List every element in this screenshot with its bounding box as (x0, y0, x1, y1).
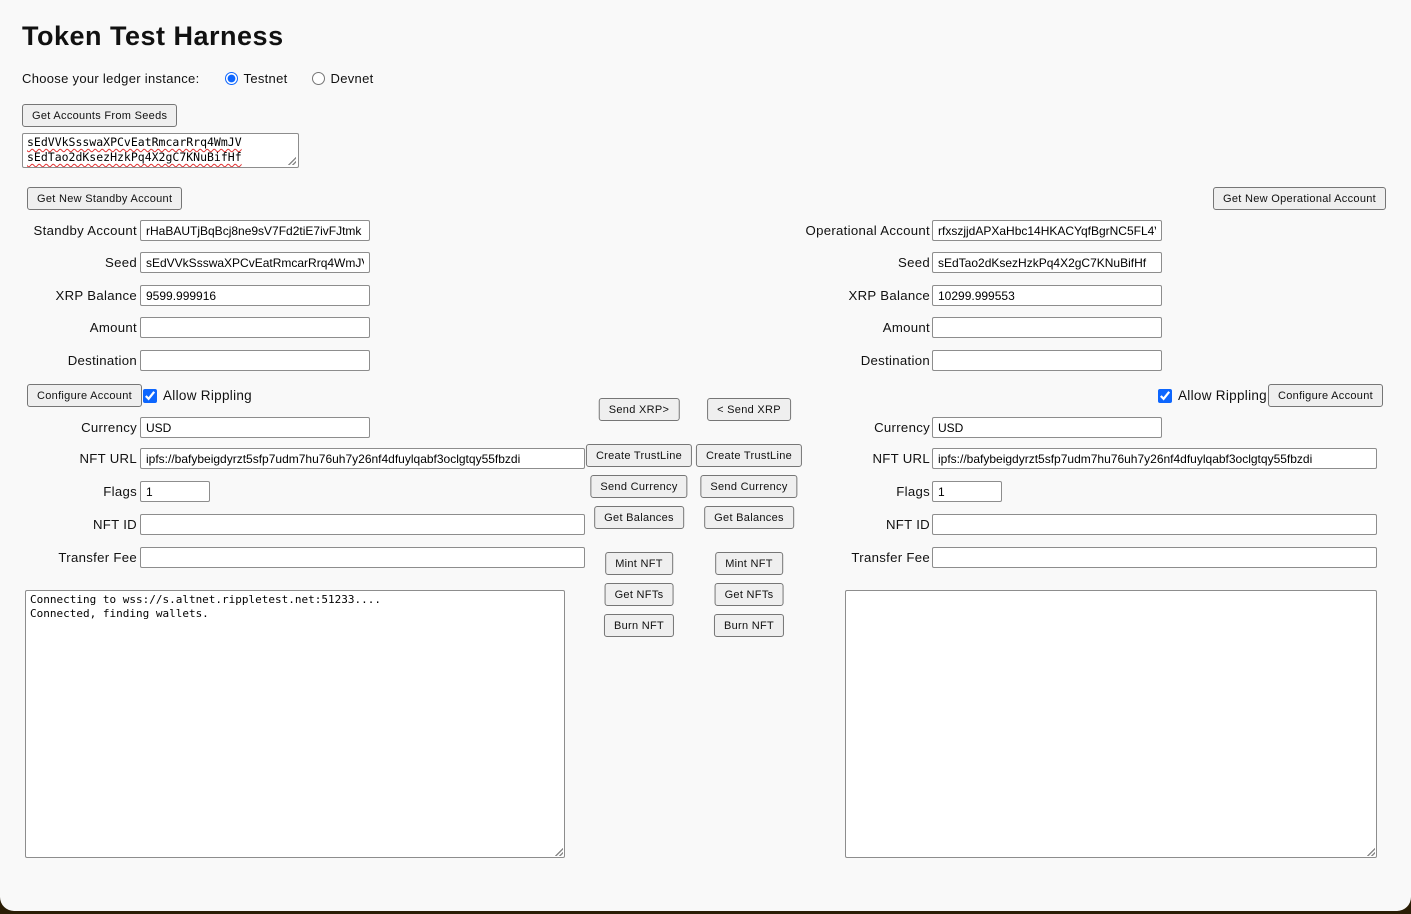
operational-currency-input[interactable] (932, 417, 1162, 438)
standby-nft-id-input[interactable] (140, 514, 585, 535)
operational-nft-id-input[interactable] (932, 514, 1377, 535)
operational-send-currency-button[interactable]: Send Currency (700, 475, 797, 498)
operational-seed-input[interactable] (932, 252, 1162, 273)
standby-transfer-fee-label: Transfer Fee (58, 550, 137, 565)
seed-line: sEdVVkSsswaXPCvEatRmcarRrq4WmJV (27, 135, 242, 149)
standby-seed-input[interactable] (140, 252, 370, 273)
standby-get-balances-button[interactable]: Get Balances (594, 506, 684, 529)
standby-transfer-fee-input[interactable] (140, 547, 585, 568)
get-accounts-from-seeds-button[interactable]: Get Accounts From Seeds (22, 104, 177, 127)
operational-configure-account-button[interactable]: Configure Account (1268, 384, 1383, 407)
operational-transfer-fee-label: Transfer Fee (851, 550, 930, 565)
standby-allow-rippling-label: Allow Rippling (163, 388, 252, 403)
operational-mint-nft-button[interactable]: Mint NFT (715, 552, 783, 575)
standby-nft-url-label: NFT URL (79, 451, 137, 466)
operational-allow-rippling-label: Allow Rippling (1178, 388, 1267, 403)
ledger-selector (22, 68, 374, 89)
page-title: Token Test Harness (22, 21, 284, 51)
standby-results-textarea[interactable] (25, 590, 565, 858)
standby-create-trustline-button[interactable]: Create TrustLine (586, 444, 692, 467)
operational-get-balances-button[interactable]: Get Balances (704, 506, 794, 529)
send-xrp-to-operational-button[interactable]: Send XRP> (599, 398, 680, 421)
operational-seed-label: Seed (898, 255, 930, 270)
ledger-selector-label: Choose your ledger instance: (22, 71, 200, 86)
operational-nft-url-label: NFT URL (872, 451, 930, 466)
send-xrp-to-standby-button[interactable]: < Send XRP (707, 398, 791, 421)
operational-destination-input[interactable] (932, 350, 1162, 371)
standby-get-nfts-button[interactable]: Get NFTs (605, 583, 674, 606)
operational-xrp-balance-label: XRP Balance (848, 288, 930, 303)
operational-destination-label: Destination (860, 353, 930, 368)
standby-currency-input[interactable] (140, 417, 370, 438)
operational-xrp-balance-input[interactable] (932, 285, 1162, 306)
devnet-radio[interactable] (312, 72, 325, 85)
testnet-radio[interactable] (225, 72, 238, 85)
operational-account-input[interactable] (932, 220, 1162, 241)
standby-send-currency-button[interactable]: Send Currency (590, 475, 687, 498)
operational-burn-nft-button[interactable]: Burn NFT (714, 614, 784, 637)
operational-get-nfts-button[interactable]: Get NFTs (715, 583, 784, 606)
seeds-textarea[interactable] (22, 133, 299, 168)
operational-create-trustline-button[interactable]: Create TrustLine (696, 444, 802, 467)
devnet-radio-label: Devnet (330, 71, 374, 86)
standby-mint-nft-button[interactable]: Mint NFT (605, 552, 673, 575)
operational-nft-url-input[interactable] (932, 448, 1377, 469)
operational-flags-input[interactable] (932, 481, 1002, 502)
standby-xrp-balance-label: XRP Balance (55, 288, 137, 303)
standby-amount-input[interactable] (140, 317, 370, 338)
operational-transfer-fee-input[interactable] (932, 547, 1377, 568)
seed-line: sEdTao2dKsezHzkPq4X2gC7KNuBifHf (27, 150, 242, 164)
get-new-operational-account-button[interactable]: Get New Operational Account (1213, 187, 1386, 210)
operational-flags-label: Flags (896, 484, 930, 499)
testnet-radio-label: Testnet (243, 71, 288, 86)
standby-xrp-balance-input[interactable] (140, 285, 370, 306)
operational-amount-input[interactable] (932, 317, 1162, 338)
standby-currency-label: Currency (81, 420, 137, 435)
standby-flags-input[interactable] (140, 481, 210, 502)
standby-configure-account-button[interactable]: Configure Account (27, 384, 142, 407)
standby-flags-label: Flags (103, 484, 137, 499)
standby-destination-input[interactable] (140, 350, 370, 371)
standby-account-input[interactable] (140, 220, 370, 241)
standby-burn-nft-button[interactable]: Burn NFT (604, 614, 674, 637)
standby-allow-rippling-checkbox[interactable] (143, 389, 157, 403)
operational-allow-rippling-checkbox[interactable] (1158, 389, 1172, 403)
operational-amount-label: Amount (882, 320, 930, 335)
standby-nft-id-label: NFT ID (92, 517, 137, 532)
standby-nft-url-input[interactable] (140, 448, 585, 469)
operational-account-label: Operational Account (805, 223, 930, 238)
standby-amount-label: Amount (89, 320, 137, 335)
standby-seed-label: Seed (105, 255, 137, 270)
get-new-standby-account-button[interactable]: Get New Standby Account (27, 187, 182, 210)
standby-account-label: Standby Account (33, 223, 137, 238)
operational-results-textarea[interactable] (845, 590, 1377, 858)
operational-currency-label: Currency (874, 420, 930, 435)
operational-nft-id-label: NFT ID (885, 517, 930, 532)
standby-destination-label: Destination (67, 353, 137, 368)
